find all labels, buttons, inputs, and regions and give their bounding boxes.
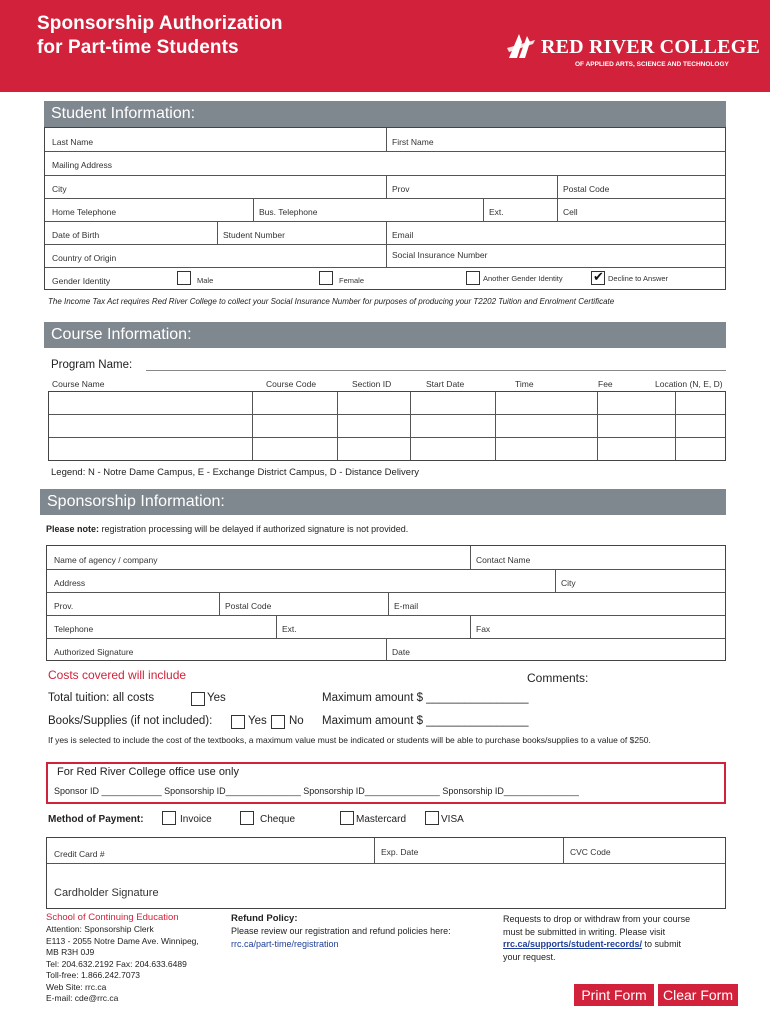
- college-tagline: OF APPLIED ARTS, SCIENCE AND TECHNOLOGY: [575, 61, 729, 68]
- credit-card-table: [46, 837, 726, 909]
- student-section-header: Student Information:: [44, 101, 726, 127]
- school-name: School of Continuing Education: [46, 912, 179, 923]
- header-banner: [0, 0, 770, 92]
- tuition-text: all costs: [109, 692, 155, 704]
- gender-female-label: Female: [339, 276, 365, 285]
- authorized-signature-field[interactable]: Authorized Signature: [54, 647, 134, 657]
- mastercard-label: Mastercard: [356, 814, 407, 825]
- note-text: registration processing will be delayed if authorized signature is not provided.: [99, 524, 409, 534]
- date-of-birth-field[interactable]: Date of Birth: [52, 230, 100, 240]
- student-info-table: [44, 127, 726, 290]
- contact-name-field[interactable]: Contact Name: [476, 555, 531, 565]
- requests-line-2: must be submitted in writing. Please visit: [503, 926, 666, 937]
- first-name-field[interactable]: First Name: [392, 137, 434, 147]
- print-form-button[interactable]: Print Form: [574, 984, 654, 1006]
- student-records-link[interactable]: rrc.ca/supports/student-records/: [503, 939, 643, 949]
- sponsor-ext-field[interactable]: Ext.: [282, 624, 297, 634]
- col-section-id: Section ID: [352, 379, 392, 389]
- tuition-row: [48, 692, 154, 704]
- invoice-label: Invoice: [180, 814, 212, 825]
- requests-after-link: to submit: [642, 939, 682, 949]
- sponsor-date-field[interactable]: Date: [392, 647, 410, 657]
- city-field[interactable]: City: [52, 184, 67, 194]
- exp-date-field[interactable]: Exp. Date: [381, 847, 419, 857]
- sponsor-postal-field[interactable]: Postal Code: [225, 601, 272, 611]
- contact-line-postal: MB R3H 0J9: [46, 947, 95, 957]
- sponsor-city-field[interactable]: City: [561, 578, 576, 588]
- tuition-max-amount[interactable]: Maximum amount $ ________________: [322, 692, 529, 704]
- refund-policy-link[interactable]: rrc.ca/part-time/registration: [231, 939, 339, 949]
- contact-line-street: E113 - 2055 Notre Dame Ave. Winnipeg,: [46, 935, 199, 946]
- postal-code-field[interactable]: Postal Code: [563, 184, 610, 194]
- mailing-address-field[interactable]: Mailing Address: [52, 160, 113, 170]
- agency-name-field[interactable]: Name of agency / company: [54, 555, 158, 565]
- office-use-box: [46, 762, 726, 804]
- requests-line-4: your request.: [503, 951, 556, 962]
- books-note: If yes is selected to include the cost of the textbooks, a maximum value must be indicated or students will be able to purchase books/supplies to a value of $250.: [48, 735, 651, 745]
- office-use-title: For Red River College office use only: [57, 766, 239, 778]
- sponsor-telephone-field[interactable]: Telephone: [54, 624, 94, 634]
- sponsor-prov-field[interactable]: Prov.: [54, 601, 74, 611]
- requests-block: [503, 913, 690, 963]
- course-section-header: Course Information:: [44, 322, 726, 348]
- col-course-name: Course Name: [52, 379, 105, 389]
- form-title: [37, 12, 283, 60]
- books-label: Books/Supplies (if not included):: [48, 715, 213, 727]
- sponsor-email-field[interactable]: E-mail: [394, 601, 419, 611]
- title-line-2: for Part-time Students: [37, 37, 239, 58]
- sponsor-id-row[interactable]: Sponsor ID ____________ Sponsorship ID_______________ Sponsorship ID_______________ Sponsorship ID_______________: [54, 786, 579, 796]
- bus-telephone-field[interactable]: Bus. Telephone: [259, 207, 318, 217]
- country-of-origin-field[interactable]: Country of Origin: [52, 253, 117, 263]
- home-telephone-field[interactable]: Home Telephone: [52, 207, 117, 217]
- gender-decline-label: Decline to Answer: [608, 274, 669, 283]
- sponsor-fax-field[interactable]: Fax: [476, 624, 491, 634]
- clear-form-button[interactable]: Clear Form: [658, 984, 738, 1006]
- method-of-payment-label: Method of Payment:: [48, 814, 144, 825]
- refund-policy-title: Refund Policy:: [231, 913, 298, 924]
- college-logo: [505, 30, 760, 74]
- visa-label: VISA: [441, 814, 464, 825]
- contact-address-block: [46, 924, 199, 1005]
- gender-female-checkbox[interactable]: [319, 271, 333, 285]
- sponsorship-section-header: Sponsorship Information:: [40, 489, 726, 515]
- contact-line-website[interactable]: Web Site: rrc.ca: [46, 981, 107, 992]
- books-yes-checkbox[interactable]: [231, 715, 245, 729]
- costs-covered-title: Costs covered will include: [48, 668, 187, 682]
- college-name: RED RIVER COLLEGE: [541, 36, 760, 58]
- mastercard-checkbox[interactable]: [340, 811, 354, 825]
- email-field[interactable]: Email: [392, 230, 414, 240]
- gender-another-checkbox[interactable]: [466, 271, 480, 285]
- books-yes-label: Yes: [248, 715, 267, 727]
- last-name-field[interactable]: Last Name: [52, 137, 94, 147]
- program-name-label: Program Name:: [51, 359, 133, 371]
- title-line-1: Sponsorship Authorization: [37, 13, 283, 34]
- gender-another-label: Another Gender Identity: [483, 274, 563, 283]
- sin-notice: The Income Tax Act requires Red River College to collect your Social Insurance Number for purposes of producing your T2202 Tuition and Enrolment Certificate: [48, 297, 615, 306]
- gender-identity-label: Gender Identity: [52, 276, 111, 286]
- cell-field[interactable]: Cell: [563, 207, 578, 217]
- college-logo-icon: [505, 30, 539, 62]
- col-time: Time: [515, 379, 534, 389]
- program-name-line[interactable]: [146, 370, 726, 371]
- sponsor-address-field[interactable]: Address: [54, 578, 86, 588]
- cvc-code-field[interactable]: CVC Code: [570, 847, 611, 857]
- col-location: Location (N, E, D): [655, 379, 723, 389]
- campus-legend: Legend: N - Notre Dame Campus, E - Exchange District Campus, D - Distance Delivery: [51, 467, 419, 478]
- books-no-checkbox[interactable]: [271, 715, 285, 729]
- col-course-code: Course Code: [266, 379, 317, 389]
- course-table[interactable]: [48, 391, 726, 461]
- gender-decline-checkbox[interactable]: [591, 271, 605, 285]
- sin-field[interactable]: Social Insurance Number: [392, 250, 488, 260]
- ext-field[interactable]: Ext.: [489, 207, 504, 217]
- credit-card-number-field[interactable]: Credit Card #: [54, 849, 105, 859]
- refund-policy-text: Please review our registration and refund policies here:: [231, 926, 451, 936]
- tuition-yes-checkbox[interactable]: [191, 692, 205, 706]
- student-number-field[interactable]: Student Number: [223, 230, 285, 240]
- visa-checkbox[interactable]: [425, 811, 439, 825]
- contact-line-attention: Attention: Sponsorship Clerk: [46, 924, 154, 934]
- requests-line-1: Requests to drop or withdraw from your course: [503, 914, 691, 924]
- cardholder-signature-field[interactable]: Cardholder Signature: [54, 887, 159, 899]
- gender-male-label: Male: [197, 276, 214, 285]
- signature-note: [46, 524, 408, 534]
- prov-field[interactable]: Prov: [392, 184, 410, 194]
- cheque-checkbox[interactable]: [240, 811, 254, 825]
- comments-label: Comments:: [527, 671, 589, 685]
- invoice-checkbox[interactable]: [162, 811, 176, 825]
- contact-line-phone: Tel: 204.632.2192 Fax: 204.633.6489: [46, 958, 187, 969]
- contact-line-email[interactable]: E-mail: cde@rrc.ca: [46, 993, 119, 1003]
- col-start-date: Start Date: [426, 379, 465, 389]
- books-max-amount[interactable]: Maximum amount $ ________________: [322, 715, 529, 727]
- tuition-yes-label: Yes: [207, 692, 226, 704]
- sponsor-info-table: [46, 545, 726, 661]
- note-bold: Please note:: [46, 524, 100, 534]
- contact-line-tollfree: Toll-free: 1.866.242.7073: [46, 970, 141, 980]
- books-no-label: No: [289, 715, 304, 727]
- tuition-label: Total tuition:: [48, 692, 110, 704]
- gender-male-checkbox[interactable]: [177, 271, 191, 285]
- cheque-label: Cheque: [260, 814, 296, 825]
- col-fee: Fee: [598, 379, 613, 389]
